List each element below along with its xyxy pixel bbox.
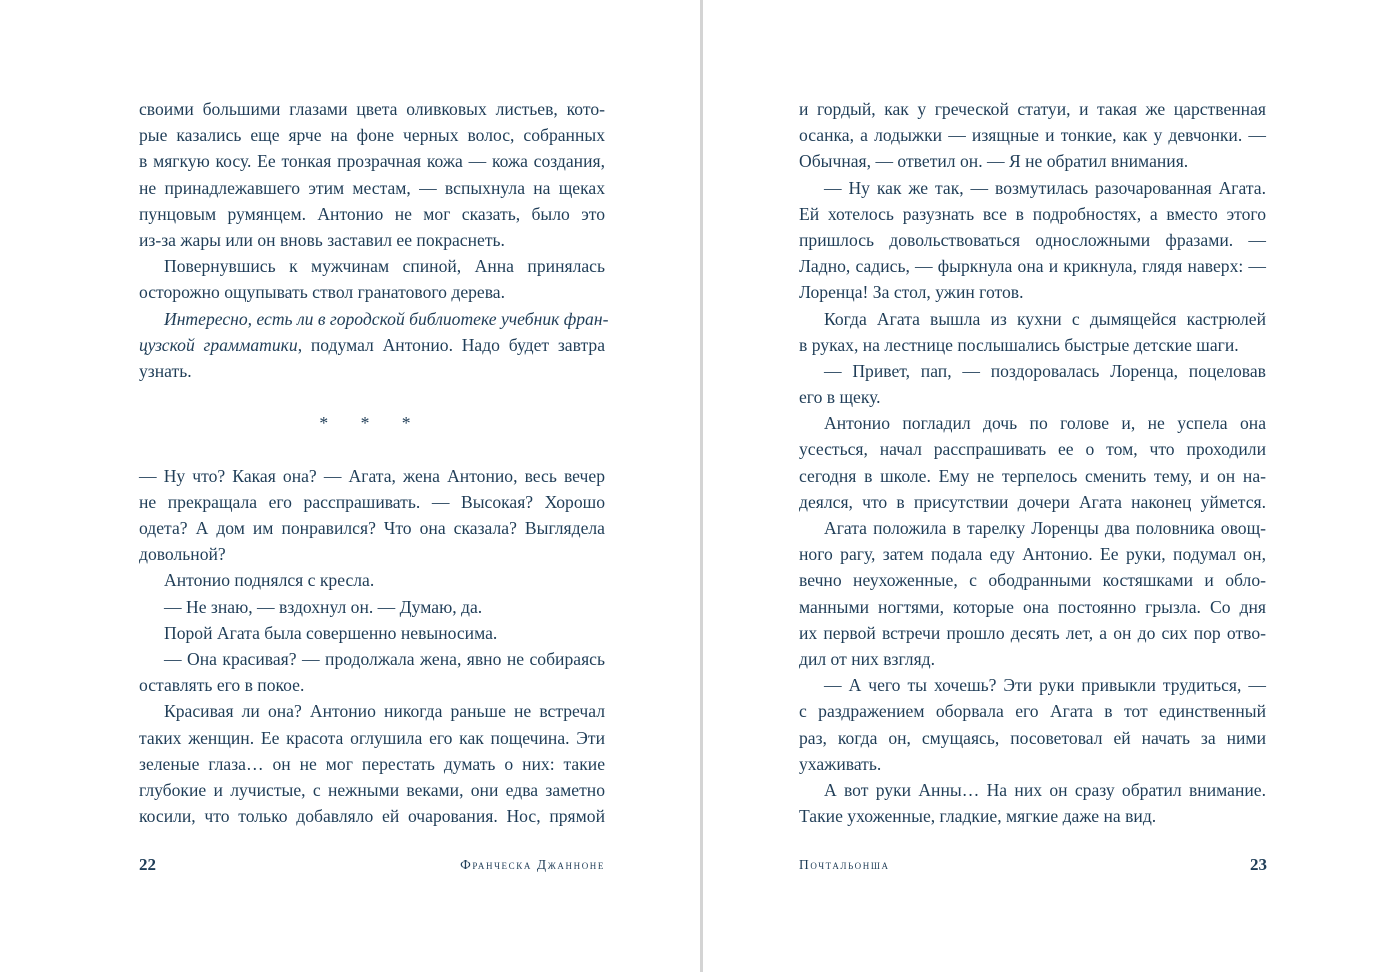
- text-line: пунцовым румянцем. Антонио не мог сказать, было это: [139, 203, 605, 224]
- text-line: таких женщин. Ее красота оглушила его как пощечина. Эти: [139, 727, 605, 748]
- text-line: не принадлежавшего этим местам, — вспыхнула на щеках: [139, 177, 605, 198]
- section-break: * * *: [319, 413, 425, 434]
- text-line: усесться, начал расспрашивать ее о том, что проходили: [799, 439, 1266, 460]
- text-line: — А чего ты хочешь? Эти руки привыкли трудиться, —: [824, 675, 1266, 696]
- text-line: Порой Агата была совершенно невыносима.: [164, 622, 498, 643]
- text-line: Такие ухоженные, гладкие, мягкие даже на вид.: [799, 806, 1157, 827]
- text-line: оставлять его в покое.: [139, 675, 305, 696]
- text-line: узнать.: [139, 360, 192, 381]
- text-line: в руках, на лестнице послышались быстрые детские шаги.: [799, 334, 1239, 355]
- text-line: — Не знаю, — вздохнул он. — Думаю, да.: [164, 596, 483, 617]
- text-line: своими большими глазами цвета оливковых листьев, кото-: [139, 99, 605, 119]
- right-page-text: [799, 96, 1266, 829]
- text-line: — Ну что? Какая она? — Агата, жена Антонио, весь вечер: [139, 465, 605, 486]
- text-line: — Она красивая? — продолжала жена, явно не собираясь: [164, 648, 605, 669]
- text-line: А вот руки Анны… На них он сразу обратил внимание.: [824, 779, 1266, 800]
- text-line: вечно неухоженные, с ободранными костяшками и обло-: [799, 570, 1266, 591]
- text-fragment: , подумал Антонио. Надо будет завтра: [297, 334, 605, 355]
- text-line: и гордый, как у греческой статуи, и такая же царственная: [799, 99, 1266, 119]
- blank-line: [139, 384, 605, 410]
- italic-fragment: цузской грамматики: [139, 334, 298, 355]
- text-line: манными ногтями, которые она постоянно грызла. Со дня: [799, 596, 1266, 617]
- text-line: Ладно, садись, — фыркнула она и крикнула, глядя наверх: —: [799, 256, 1266, 277]
- text-line: Лоренца! За стол, ужин готов.: [799, 282, 1024, 303]
- text-line: их первой встречи прошло десять лет, а он до сих пор отво-: [799, 622, 1266, 643]
- text-line: довольной?: [139, 544, 226, 565]
- text-line: Ей хотелось разузнать все в подробностях, а вместо этого: [799, 203, 1266, 224]
- text-line: Агата положила в тарелку Лоренцы два половника овощ-: [824, 518, 1266, 538]
- text-line: осторожно ощупывать ствол гранатового дерева.: [139, 282, 506, 303]
- text-line: Повернувшись к мужчинам спиной, Анна принялась: [164, 256, 605, 277]
- text-line: в мягкую косу. Ее тонкая прозрачная кожа — кожа создания,: [139, 151, 605, 172]
- page-number: 22: [139, 855, 156, 874]
- text-line: из-за жары или он вновь заставил ее покраснеть.: [139, 229, 505, 250]
- text-line: сегодня в школе. Ему не терпелось сменить тему, и он на-: [799, 465, 1266, 486]
- text-line: осанка, а лодыжки — изящные и тонкие, как у девчонки. —: [799, 125, 1266, 146]
- text-line: Обычная, — ответил он. — Я не обратил внимания.: [799, 151, 1189, 172]
- right-page: [703, 0, 1394, 972]
- blank-line: [139, 436, 605, 462]
- text-line: — Ну как же так, — возмутилась разочарованная Агата.: [824, 177, 1266, 198]
- text-line: косили, что только добавляло ей очарования. Нос, прямой: [139, 806, 605, 827]
- text-line: Красивая ли она? Антонио никогда раньше не встречал: [164, 701, 605, 722]
- text-line: деялся, что в присутствии дочери Агата наконец уймется.: [799, 491, 1266, 512]
- text-line: его в щеку.: [799, 387, 881, 408]
- text-line: ухаживать.: [799, 753, 882, 774]
- italic-text-line: Интересно, есть ли в городской библиотеке учебник фран-: [164, 308, 609, 329]
- text-line: глубокие и лучистые, с нежными веками, они едва заметно: [139, 779, 605, 800]
- page-number: 23: [1250, 855, 1267, 874]
- left-page-text: [139, 96, 609, 829]
- text-line: — Привет, пап, — поздоровалась Лоренца, поцеловав: [824, 360, 1266, 381]
- text-line: раз, когда он, смущаясь, посоветовал ей начать за ними: [799, 727, 1266, 748]
- running-head-author: Франческа Джанноне: [460, 857, 605, 872]
- text-line: дил от них взгляд.: [799, 648, 936, 669]
- text-line: пришлось довольствоваться односложными фразами. —: [799, 229, 1266, 250]
- text-line: Когда Агата вышла из кухни с дымящейся кастрюлей: [824, 308, 1266, 329]
- running-head-title: Почтальонша: [799, 857, 890, 872]
- text-line: зеленые глаза… он не мог перестать думать о них: такие: [139, 753, 605, 774]
- text-line: Антонио поднялся с кресла.: [164, 570, 375, 591]
- text-line: с раздражением оборвала его Агата в тот единственный: [799, 701, 1266, 722]
- text-line: не прекращала его расспрашивать. — Высокая? Хорошо: [139, 491, 605, 512]
- mixed-text-line: [139, 332, 605, 358]
- text-line: ного рагу, затем подала еду Антонио. Ее руки, подумал он,: [799, 544, 1266, 565]
- text-line: Антонио погладил дочь по голове и, не успела она: [824, 413, 1266, 434]
- text-line: одета? А дом им понравился? Что она сказала? Выглядела: [139, 518, 605, 538]
- text-line: рые казались еще ярче на фоне черных волос, собранных: [139, 125, 605, 146]
